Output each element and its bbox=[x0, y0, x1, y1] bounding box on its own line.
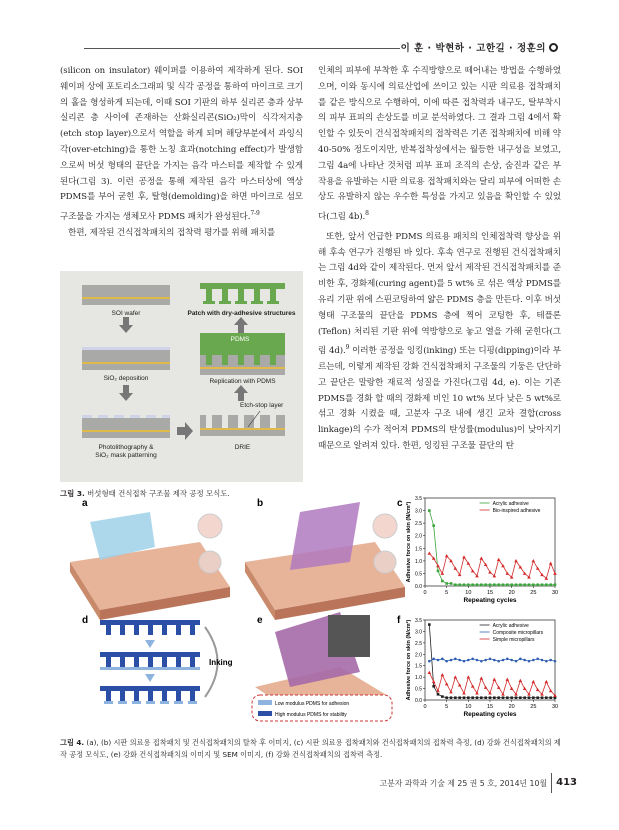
right-p1-text: 인체의 피부에 부착한 후 수직방향으로 떼어내는 방법을 수행하였으며, 이와 동시에 의료산업에 쓰이고 있는 시판 의료용 접착패치를 같은 방식으로 수행하여, 이에 따른 접착력과 내구도, 탈부착시의 피부 표피의 손상도를 비교 분석하였다. 그 결과 그림 4에서 확인할 수 있듯이 건식접착패치의 접착력은 기존 접착패치에 비해 약 40-50% 정도이지만, 반복접착성에서는 월등한 내구성을 보였고, 그림 4a에 나타난 것처럼 피부 표피 조직의 손상, 숨진과 같은 부작용을 유발하는 시판 의료용 접착패치와는 달리 피부에 어떠한 손상도 유발하지 않는 우수한 특성을 가지고 있음을 확인할 수 있었다(그림 4b). bbox=[318, 66, 561, 223]
data-point bbox=[484, 659, 487, 662]
data-point bbox=[428, 671, 432, 674]
y-tick-label: 0.5 bbox=[415, 686, 422, 693]
data-point bbox=[484, 583, 487, 586]
fig4-letter-e: e bbox=[257, 615, 263, 626]
left-paragraph-2: 한편, 제작된 건식접착패치의 접착력 평가를 위해 패치를 bbox=[68, 227, 276, 238]
header-authors bbox=[401, 40, 558, 54]
data-point bbox=[441, 572, 445, 575]
data-point bbox=[445, 582, 448, 585]
fig4-panel-e bbox=[252, 612, 392, 721]
figure-4 bbox=[60, 492, 563, 732]
data-point bbox=[454, 696, 457, 699]
data-point bbox=[476, 696, 479, 699]
y-tick-label: 1.0 bbox=[415, 558, 422, 565]
fig3-patch bbox=[200, 283, 285, 304]
data-point bbox=[541, 659, 544, 662]
footer-journal: 고분자 과학과 기술 제 25 권 5 호, 2014년 10월 bbox=[379, 779, 547, 788]
footer-divider bbox=[551, 773, 552, 793]
figure-4-caption bbox=[60, 737, 565, 760]
data-point bbox=[514, 559, 518, 562]
data-point bbox=[489, 696, 492, 699]
y-tick-label: 2.5 bbox=[415, 521, 422, 528]
data-point bbox=[541, 696, 544, 699]
data-point bbox=[489, 583, 492, 586]
data-point bbox=[454, 658, 457, 661]
data-point bbox=[545, 583, 548, 586]
right-column bbox=[318, 64, 561, 455]
x-tick-label: 25 bbox=[530, 590, 537, 596]
data-point bbox=[480, 660, 483, 663]
data-point bbox=[502, 659, 505, 662]
data-point bbox=[523, 687, 527, 690]
fig3-label-soi-wafer: SOI wafer bbox=[111, 310, 141, 317]
data-point bbox=[536, 567, 540, 570]
x-tick-label: 0 bbox=[423, 704, 427, 710]
data-point bbox=[428, 660, 431, 663]
y-tick-label: 2.5 bbox=[415, 640, 422, 647]
x-axis-label: Repeating cycles bbox=[463, 597, 517, 604]
data-point bbox=[428, 623, 431, 626]
data-point bbox=[545, 680, 549, 683]
data-point bbox=[445, 660, 448, 663]
data-point bbox=[510, 687, 514, 690]
data-point bbox=[450, 659, 453, 662]
data-point bbox=[497, 660, 500, 663]
data-point bbox=[536, 658, 539, 661]
fig3-drie bbox=[200, 411, 285, 436]
header-circle-icon bbox=[549, 43, 558, 52]
fig3-label-photolith-2: SiO₂ mask patterning bbox=[95, 452, 157, 459]
data-point bbox=[489, 658, 492, 661]
data-point bbox=[545, 660, 548, 663]
data-point bbox=[519, 583, 522, 586]
x-tick-label: 20 bbox=[508, 704, 515, 710]
data-point bbox=[536, 688, 540, 691]
legend-label: Simple micropillars bbox=[492, 637, 535, 643]
data-point bbox=[493, 659, 496, 662]
fig4-panel-f bbox=[397, 615, 558, 718]
fig4-letter-f: f bbox=[397, 615, 401, 626]
data-point bbox=[458, 696, 461, 699]
page-number: 413 bbox=[556, 777, 577, 788]
x-tick-label: 20 bbox=[508, 590, 515, 596]
header-rule bbox=[84, 48, 400, 49]
data-point bbox=[493, 696, 496, 699]
y-axis-label: Adhesive force on skin (N/cm²) bbox=[406, 501, 412, 583]
legend-label: Bio-inspired adhesive bbox=[492, 508, 541, 514]
right-paragraph-1 bbox=[318, 64, 561, 226]
data-point bbox=[432, 680, 436, 683]
data-point bbox=[437, 570, 440, 573]
data-point bbox=[471, 684, 475, 687]
data-point bbox=[454, 567, 458, 570]
data-point bbox=[528, 696, 531, 699]
data-point bbox=[532, 696, 535, 699]
fig4-low-modulus: Low modulus PDMS for adhesion bbox=[275, 701, 350, 707]
fig3-label-drie: DRIE bbox=[234, 444, 251, 451]
fig4-letter-a: a bbox=[82, 498, 88, 509]
right-p2b-text: 이러한 공정을 잉킹(inking) 또는 디핑(dipping)이라 부르는데, 이렇게 제작된 강화 건식접착패치 구조물의 기둥은 단단하고 끝단은 말랑한 재료적 성질을 가진다(그림 4d, e). 이는 기존 PDMS를 경화 할 때의 경화제 비인 10 wt% 보다 낮은 5 wt%로 섞고 경화 시켰을 때, 고분자 구조 내에 생긴 교차 결합(cross linkage)의 수가 적어져 PDMS의 탄성률(modulus)이 낮아지기 때문으로 알려져 있다. 한편, 잉킹된 구조물 끝단의 탄 bbox=[318, 346, 561, 452]
data-point bbox=[523, 583, 526, 586]
data-point bbox=[480, 557, 484, 560]
data-point bbox=[441, 580, 444, 583]
data-point bbox=[536, 696, 539, 699]
series-line bbox=[429, 673, 555, 696]
data-point bbox=[497, 686, 501, 689]
data-point bbox=[510, 659, 513, 662]
data-point bbox=[532, 659, 535, 662]
data-point bbox=[467, 696, 470, 699]
x-tick-label: 0 bbox=[423, 590, 427, 596]
fig3-caption-text: 버섯형태 건식접착 구조물 제작 공정 모식도. bbox=[87, 489, 230, 498]
data-point bbox=[510, 583, 513, 586]
data-point bbox=[471, 658, 474, 661]
fig4-caption-text: (a), (b) 시판 의료용 접착패치 및 건식접착패치의 탈착 후 이미지, (c) 시판 의료용 접착패치와 건식접착패치의 접착력 측정, (d) 강화 건식접착패치의 제작 공정 모식도, (e) 강화 건식접착패치의 이미지 및 SEM 이미지, (f) 강화 건식접착패치의 접착력 측정. bbox=[60, 738, 561, 759]
data-point bbox=[463, 696, 466, 699]
data-point bbox=[515, 660, 518, 663]
y-tick-label: 2.0 bbox=[415, 533, 422, 540]
right-p1-ref: 8 bbox=[365, 210, 369, 218]
y-tick-label: 3.0 bbox=[415, 508, 422, 515]
left-p1-ref: 7-9 bbox=[250, 210, 260, 218]
legend-label: Acrylic adhesive bbox=[492, 623, 529, 629]
fig3-soi-wafer bbox=[82, 285, 170, 305]
y-tick-label: 2.0 bbox=[415, 652, 422, 659]
data-point bbox=[515, 696, 518, 699]
legend-label: Acrylic adhesive bbox=[492, 501, 529, 507]
data-point bbox=[484, 686, 488, 689]
data-point bbox=[463, 660, 466, 663]
y-tick-label: 3.5 bbox=[415, 618, 422, 624]
data-point bbox=[428, 509, 431, 512]
data-point bbox=[528, 660, 531, 663]
data-point bbox=[441, 673, 445, 676]
header-authors-text: 이 훈 · 박현하 · 고한길 · 정훈의 bbox=[400, 43, 546, 54]
fig4-high-modulus: High modulus PDMS for stability bbox=[275, 712, 347, 718]
y-tick-label: 3.5 bbox=[415, 496, 422, 502]
data-point bbox=[497, 558, 501, 561]
data-point bbox=[437, 693, 440, 696]
data-point bbox=[554, 583, 557, 586]
data-point bbox=[532, 583, 535, 586]
left-p1-text: (silicon on insulator) 웨이퍼를 이용하여 제작하게 된다. SOI 웨이퍼 상에 포토리소그래피 및 식각 공정을 통하여 마이크로 크기의 홀을 형성하게 되는데, 이때 SOI 기판의 하부 실리콘 층과 상부 실리콘 층 사이에 존재하는 산화실리콘(SiO₂)막이 식각저지층(etch stop layer)으로서 역할을 하게 되며 해당부분에서 과잉식각(over-etching)을 통한 노칭 효과(notching effect)가 발생함으로써 버섯 형태의 끝단을 가지는 음각 마스터를 제작할 수 있게 된다(그림 3). 이런 공정을 통해 제작된 음각 마스터상에 액상 PDMS를 부어 굳힌 후, 탈형(demolding)을 하면 마이크로 섬모구조물을 가지는 생체모사 PDMS 패치가 완성된다. bbox=[60, 66, 303, 223]
data-point bbox=[506, 678, 510, 681]
data-point bbox=[428, 552, 432, 555]
fig4-caption-label: 그림 4. bbox=[60, 738, 85, 747]
data-point bbox=[462, 691, 466, 694]
data-point bbox=[519, 696, 522, 699]
data-point bbox=[441, 695, 444, 698]
fig3-label-patch: Patch with dry-adhesive structures bbox=[187, 310, 296, 317]
x-tick-label: 25 bbox=[530, 704, 537, 710]
fig3-sio2-deposition bbox=[82, 347, 170, 370]
data-point bbox=[436, 689, 440, 692]
data-point bbox=[515, 583, 518, 586]
data-point bbox=[506, 572, 510, 575]
data-point bbox=[493, 678, 497, 681]
fig4-letter-b: b bbox=[257, 498, 264, 509]
fig3-label-replication: Replication with PDMS bbox=[209, 378, 276, 385]
series-line bbox=[429, 659, 555, 661]
y-tick-label: 1.5 bbox=[415, 546, 422, 553]
y-tick-label: 0.0 bbox=[415, 584, 422, 590]
page-footer bbox=[0, 773, 619, 797]
data-point bbox=[549, 562, 553, 565]
data-point bbox=[441, 658, 444, 661]
data-point bbox=[467, 675, 471, 678]
data-point bbox=[450, 582, 453, 585]
data-point bbox=[449, 690, 453, 693]
data-point bbox=[432, 524, 435, 527]
running-header bbox=[0, 40, 619, 54]
data-point bbox=[458, 583, 461, 586]
data-point bbox=[523, 696, 526, 699]
legend-label: Composite micropillars bbox=[492, 630, 544, 636]
x-tick-label: 15 bbox=[486, 590, 494, 596]
data-point bbox=[519, 658, 522, 661]
data-point bbox=[462, 555, 466, 558]
data-point bbox=[532, 559, 536, 562]
fig4-panel-b bbox=[245, 498, 405, 620]
data-point bbox=[467, 583, 470, 586]
right-p2a-text: 또한, 앞서 언급한 PDMS 의료용 패치의 인체접착력 향상을 위해 후속 연구가 진행된 바 있다. 후속 연구로 진행된 건식접착패치는 그림 4d와 같이 제작된다. 먼저 앞서 제작된 건식접착패치를 준비한 후, 경화제(curing agent)를 5 wt% 로 섞은 액상 PDMS를 유리 기판 위에 스핀코팅하여 얇은 PDMS 층을 만든다. 이후 버섯형태 구조물의 끝단을 PDMS 층에 찍어 코팅한 후, 테플론(Teflon) 처리된 기판 위에 역방향으로 놓고 열을 가해 굳힌다(그림 4d). bbox=[318, 231, 561, 357]
fig4-panel-c bbox=[397, 496, 558, 604]
fig4-d-structures bbox=[100, 620, 200, 704]
right-paragraph-2 bbox=[318, 230, 561, 455]
x-tick-label: 10 bbox=[465, 590, 472, 596]
data-point bbox=[480, 696, 483, 699]
data-point bbox=[553, 572, 557, 575]
fig3-label-photolith: Photolithography & bbox=[98, 444, 154, 451]
y-tick-label: 0.5 bbox=[415, 571, 422, 578]
data-point bbox=[549, 696, 552, 699]
data-point bbox=[454, 675, 458, 678]
y-axis-label: Adhesive force on skin (N/cm²) bbox=[406, 619, 412, 701]
data-point bbox=[463, 583, 466, 586]
data-point bbox=[471, 696, 474, 699]
data-point bbox=[549, 583, 552, 586]
data-point bbox=[493, 583, 496, 586]
data-point bbox=[467, 659, 470, 662]
y-tick-label: 1.5 bbox=[415, 663, 422, 670]
data-point bbox=[549, 659, 552, 662]
data-point bbox=[480, 676, 484, 679]
x-tick-label: 15 bbox=[486, 704, 494, 710]
x-axis-label: Repeating cycles bbox=[463, 711, 517, 718]
data-point bbox=[506, 583, 509, 586]
data-point bbox=[471, 569, 475, 572]
fig3-photolithography bbox=[82, 415, 170, 438]
data-point bbox=[480, 583, 483, 586]
fig3-label-pdms: PDMS bbox=[230, 336, 250, 343]
data-point bbox=[432, 658, 435, 661]
data-point bbox=[502, 583, 505, 586]
y-tick-label: 1.0 bbox=[415, 675, 422, 682]
x-tick-label: 5 bbox=[445, 590, 449, 596]
data-point bbox=[528, 583, 531, 586]
data-point bbox=[532, 680, 536, 683]
data-point bbox=[476, 583, 479, 586]
data-point bbox=[484, 696, 487, 699]
data-point bbox=[536, 583, 539, 586]
data-point bbox=[454, 583, 457, 586]
data-point bbox=[545, 696, 548, 699]
data-point bbox=[554, 660, 557, 663]
data-point bbox=[506, 658, 509, 661]
data-point bbox=[458, 659, 461, 662]
left-column bbox=[60, 64, 303, 242]
data-point bbox=[506, 696, 509, 699]
data-point bbox=[436, 564, 440, 567]
x-tick-label: 10 bbox=[465, 704, 472, 710]
fig3-label-etch-stop: Etch-stop layer bbox=[240, 402, 284, 409]
data-point bbox=[437, 659, 440, 662]
data-point bbox=[432, 685, 435, 688]
fig4-letter-d: d bbox=[82, 615, 89, 626]
data-point bbox=[510, 696, 513, 699]
data-point bbox=[445, 682, 449, 685]
figure-4-svg bbox=[60, 492, 563, 732]
data-point bbox=[458, 683, 462, 686]
data-point bbox=[445, 554, 449, 557]
left-paragraph-1 bbox=[60, 64, 303, 226]
data-point bbox=[488, 570, 492, 573]
fig4-inking-label: Inking bbox=[209, 658, 233, 667]
fig3-label-sio2: SiO₂ deposition bbox=[103, 375, 149, 382]
data-point bbox=[471, 583, 474, 586]
data-point bbox=[450, 696, 453, 699]
data-point bbox=[523, 659, 526, 662]
fig4-panel-a bbox=[70, 498, 230, 620]
right-p2a-ref: 9 bbox=[345, 344, 350, 352]
fig4-letter-c: c bbox=[397, 498, 403, 509]
fig4-panel-d bbox=[82, 615, 233, 704]
x-tick-label: 5 bbox=[445, 704, 449, 710]
fig4-chart-c bbox=[405, 496, 558, 604]
figure-3 bbox=[60, 271, 303, 482]
fig3-caption-label: 그림 3. bbox=[60, 489, 85, 498]
data-point bbox=[445, 696, 448, 699]
x-tick-label: 30 bbox=[551, 704, 559, 710]
y-tick-label: 3.0 bbox=[415, 629, 422, 636]
data-point bbox=[519, 679, 523, 682]
fig4-chart-f bbox=[405, 618, 558, 718]
y-tick-label: 0.0 bbox=[415, 698, 422, 704]
data-point bbox=[497, 696, 500, 699]
data-point bbox=[497, 583, 500, 586]
data-point bbox=[476, 659, 479, 662]
data-point bbox=[549, 689, 553, 692]
data-point bbox=[502, 696, 505, 699]
x-tick-label: 30 bbox=[551, 590, 559, 596]
data-point bbox=[541, 583, 544, 586]
